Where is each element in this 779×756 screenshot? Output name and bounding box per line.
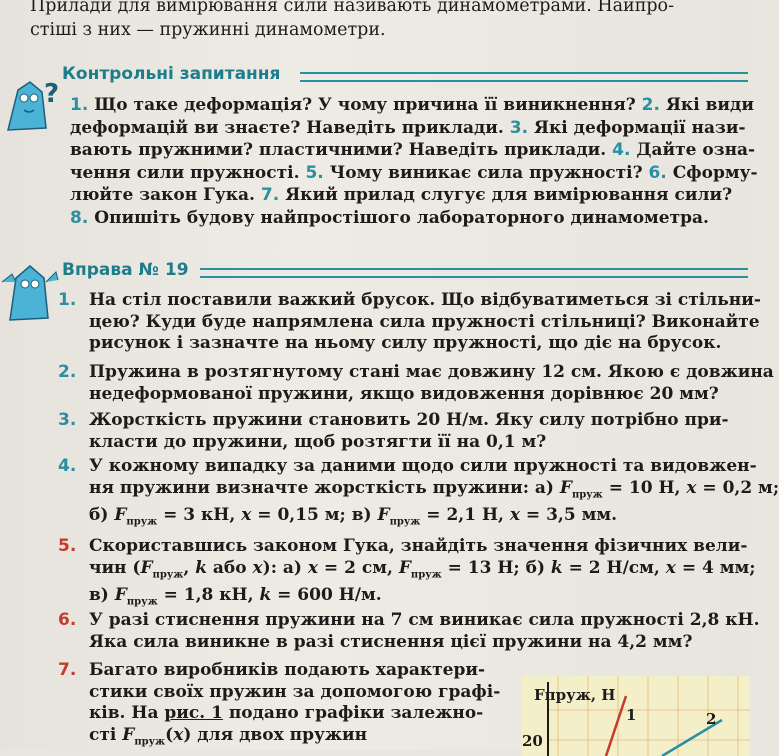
exercise-7: 7. Багато виробників подають характери- стики своїх пружин за допомогою графі- ків. На рис. 1 подано графіки залежно- сті $F_{пруж}(x)$ для двох пружин bbox=[58, 660, 501, 747]
tick-label: 20 bbox=[522, 732, 543, 750]
question-line: чення сили пружності. 5. Чому виникає сила пружності? 6. Сформу- bbox=[70, 162, 758, 183]
heading-rule bbox=[200, 268, 748, 278]
question-mascot-icon bbox=[0, 70, 62, 140]
question-line: 8. Опишіть будову найпростішого лабораторного динамометра. bbox=[70, 207, 709, 228]
intro-line: стіші з них — пружинні динамометри. bbox=[30, 20, 386, 40]
intro-line: Прилади для вимірювання сили називають динамометрами. Найпро- bbox=[30, 0, 675, 16]
question-line: деформацій ви знаєте? Наведіть приклади. 3. Які деформації нази- bbox=[70, 117, 746, 138]
question-line: 1. Що таке деформація? У чому причина її виникнення? 2. Які види bbox=[70, 95, 754, 115]
line-1-label: 1 bbox=[626, 706, 637, 724]
exercise-heading: Вправа № 19 bbox=[62, 260, 189, 280]
exercise-5: 5. Скориставшись законом Гука, знайдіть значення фізичних вели- чин ($F_{пруж}$, k або x): а) x = 2 см, $F_{пруж} = 13$ Н; б) k = 2 Н/см, x = 4 мм; в) $F_{пруж} = 1,8$ кН, k = 600 Н/м. bbox=[58, 536, 756, 608]
exercise-3: 3. Жорсткість пружини становить 20 Н/м. Яку силу потрібно при- класти до пружини, щоб розтягти її на 0,1 м? bbox=[58, 410, 729, 452]
exercise-1: 1. На стіл поставили важкий брусок. Що відбуватиметься зі стільни- цею? Куди буде напрямлена сила пружності стільниці? Виконайте рисунок і зазначте на ньому силу пружності, що діє на брусок. bbox=[58, 290, 761, 353]
line-2-label: 2 bbox=[706, 710, 717, 728]
question-line: вають пружними? пластичними? Наведіть приклади. 4. Дайте озна- bbox=[70, 140, 756, 160]
question-line: люйте закон Гука. 7. Який прилад слугує для вимірювання сили? bbox=[70, 185, 733, 205]
heading-rule bbox=[300, 72, 748, 82]
line-1 bbox=[606, 696, 626, 756]
exercise-mascot-icon bbox=[0, 256, 60, 326]
exercise-6: 6. У разі стиснення пружини на 7 см виникає сила пружності 2,8 кН. Яка сила виникне в разі стиснення цієї пружини на 4,2 мм? bbox=[58, 610, 760, 652]
control-questions bbox=[70, 94, 758, 229]
exercise-2: 2. Пружина в розтягнутому стані має довжину 12 см. Якою є довжина недеформованої пружини, якщо видовження дорівнює 20 мм? bbox=[58, 362, 774, 404]
exercise-4: 4. У кожному випадку за даними щодо сили пружності та видовжен- ня пружини визначте жорсткість пружини: а) $F_{пруж} = 10$ Н, x = 0,2 м; б) $F_{пруж} = 3$ кН, x = 0,15 м; в) $F_{пруж} = 2,1$ Н, x = 3,5 мм. bbox=[58, 456, 779, 528]
y-axis-label: Fпруж, Н bbox=[534, 686, 616, 704]
intro-paragraph bbox=[30, 0, 674, 42]
control-questions-heading: Контрольні запитання bbox=[62, 64, 281, 84]
graph-figure bbox=[522, 676, 750, 756]
svg-text:?: ? bbox=[44, 79, 60, 109]
